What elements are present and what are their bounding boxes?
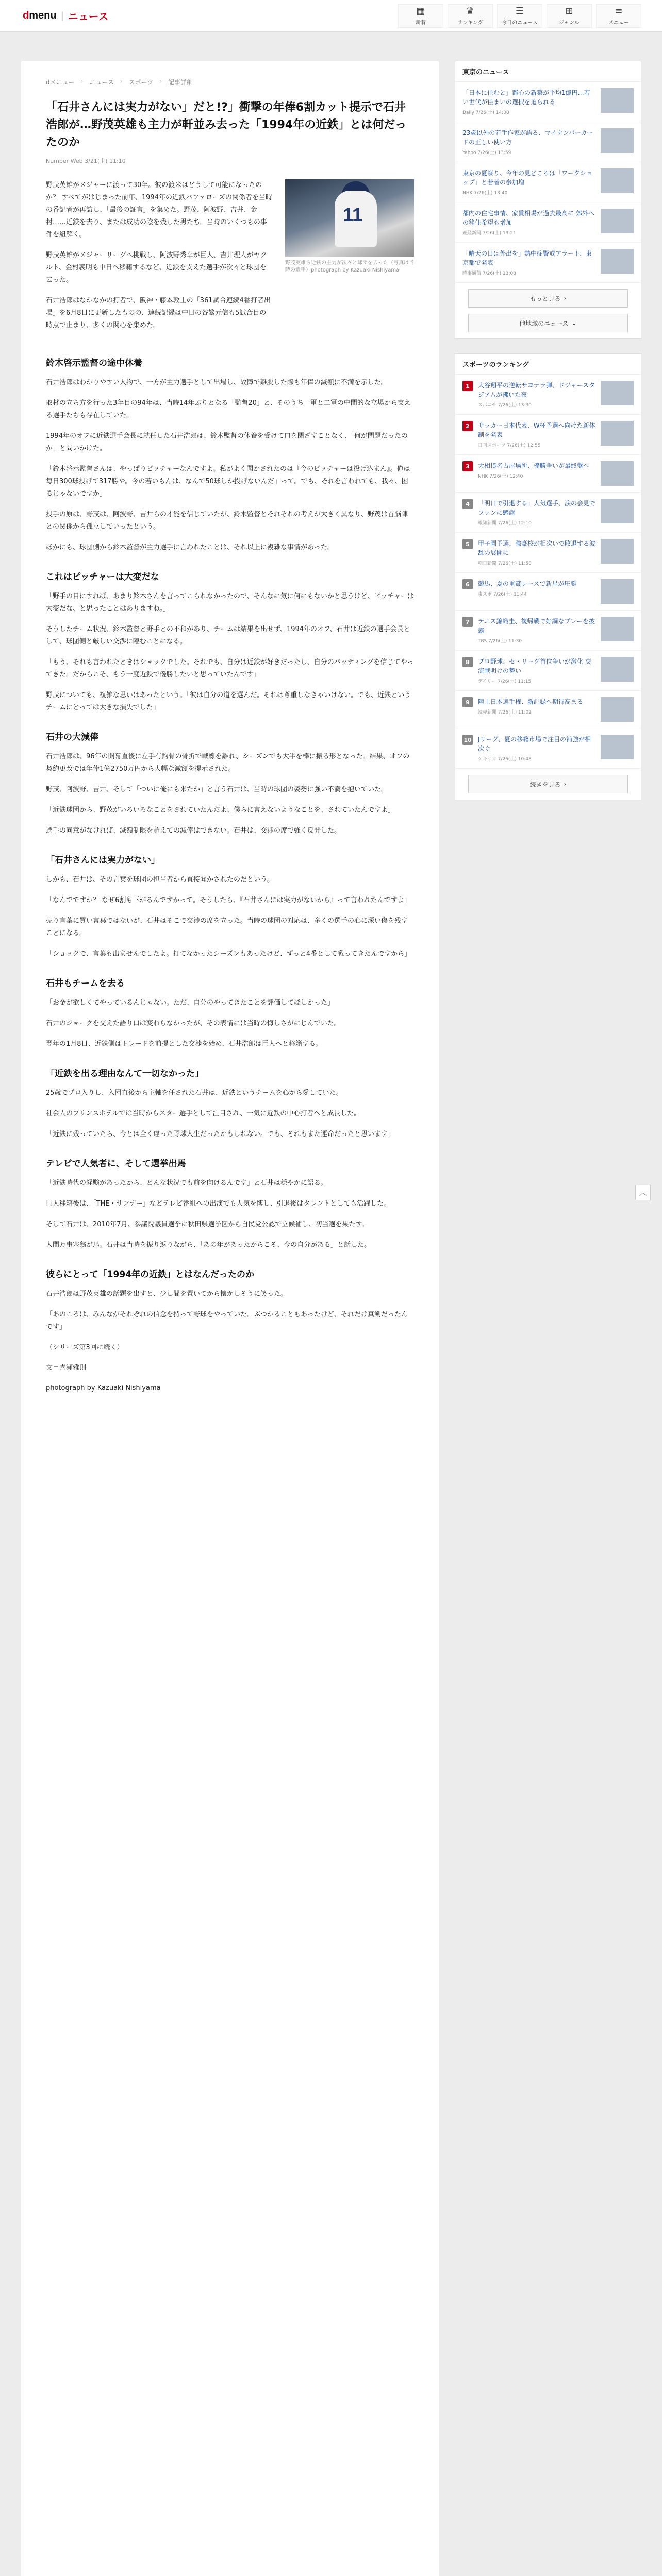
news-title[interactable]: 23歳以外の若手作家が語る、マイナンバーカードの正しい使い方: [462, 129, 593, 146]
ranking-heading: スポーツのランキング: [455, 354, 641, 375]
brand-divider: |: [60, 10, 64, 21]
article-paragraph: 翌年の1月8日、近鉄側はトレードを前提とした交渉を始め、石井浩郎は巨人へと移籍する。: [46, 1040, 323, 1048]
lead-text: [46, 179, 273, 340]
section-heading: 「近鉄を出る理由なんて一切なかった」: [46, 1069, 204, 1079]
news-thumbnail[interactable]: [601, 128, 634, 153]
news-title[interactable]: 都内の住宅事情、家賃相場が過去最高に 郊外への移住希望も増加: [462, 210, 594, 226]
ranking-meta: 報知新聞 7/26(土) 12:10: [478, 521, 532, 526]
article-paragraph: 売り言葉に買い言葉ではないが、石井はそこで交渉の席を立った。当時の球団の対応は、多くの選手の心に深い傷を残すことになる。: [46, 917, 408, 937]
sidebar: [455, 61, 641, 815]
nav-new[interactable]: ▦ 新着: [398, 4, 443, 28]
news-thumbnail[interactable]: [601, 88, 634, 113]
article-paragraph: 石井浩郎は、96年の開幕直後に左手有鉤骨の骨折で戦線を離れ、シーズンでも大半を棒に振る形となった。結果、オフの契約更改では年俸1億2750万円から大幅な減額を提示された。: [46, 753, 410, 773]
section-heading: 彼らにとって「1994年の近鉄」とはなんだったのか: [46, 1269, 254, 1280]
ranking-meta: TBS 7/26(土) 11:30: [478, 639, 522, 644]
list-item[interactable]: [455, 243, 641, 283]
news-meta: Yahoo 7/26(土) 13:59: [462, 150, 511, 156]
news-meta: 産経新聞 7/26(土) 13:21: [462, 231, 516, 236]
section-heading: 「石井さんには実力がない」: [46, 855, 160, 866]
nav-genre[interactable]: ⊞ ジャンル: [547, 4, 592, 28]
article-title: 「石井さんには実力がない」だと!?」衝撃の年俸6割カット提示で石井浩郎が…野茂英雄も主力が軒並み去った「1994年の近鉄」とは何だったのか: [46, 101, 407, 149]
article-paragraph: 巨人移籍後は、「THE・サンデー」などテレビ番組への出演でも人気を博し、引退後はタレントとしても活躍した。: [46, 1200, 391, 1208]
article-paragraph: 取材の立ち方を行った3年目の94年は、当時14年ぶりとなる「監督20」と、そのうち一軍と二軍の中間的な立場から支える選手たちも存在していた。: [46, 399, 411, 419]
article-paragraph: 「近鉄に残っていたら、今とは全く違った野球人生だったかもしれない。でも、それもまた運命だったと思います」: [46, 1130, 395, 1138]
news-thumbnail[interactable]: [601, 209, 634, 233]
article-paragraph: 「野手の目にすれば、あまり鈴木さんを言ってこられなかったので、そんなに気に何にもないかと思うけど、ピッチャーは大変だな、と思ったことはありますね。」: [46, 592, 414, 613]
nav-ranking[interactable]: ♛ ランキング: [448, 4, 493, 28]
ranking-thumbnail[interactable]: [601, 579, 634, 604]
article-paragraph: 野茂英雄がメジャーに渡って30年。彼の渡米はどうして可能になったのか？ すべてがはじまった前年、1994年の近鉄バファローズの関係者を当時の番記者が再訪し、「最後の証言」を集めた。野茂、阿波野、吉井、金村……近鉄を去り、または成功の陰を残した男たち。当時のいくつもの事件を紐解く。: [46, 181, 273, 239]
ranking-title[interactable]: 大谷翔平の逆転サヨナラ弾、ドジャースタジアムが沸いた夜: [478, 382, 595, 398]
section-heading: テレビで人気者に、そして選挙出馬: [46, 1159, 186, 1169]
article-paragraph: 投手の原は、野茂は、阿波野、吉井らの才能を信じていたが、鈴木監督とそれぞれの考えが大きく異なり、野茂は首脳陣との関係から孤立していったという。: [46, 511, 408, 531]
article-paragraph: 「もう、それも言われたときはショックでした。それでも、自分は近鉄が好きだったし、自分のバッティングを信じてやってきた。だからこそ、もう一度近鉄で優勝したいと思っていたんです」: [46, 658, 414, 679]
list-item[interactable]: [455, 162, 641, 202]
ranking-meta: ゲキサカ 7/26(土) 10:48: [478, 757, 532, 762]
article-paragraph: 「ショックで、言葉も出ませんでしたよ。打てなかったシーズンもあったけど、ずっと4番として戦ってきたんですから」: [46, 950, 411, 958]
breadcrumb-item[interactable]: dメニュー: [46, 79, 75, 86]
genre-icon: ⊞: [565, 6, 573, 16]
ranking-thumbnail[interactable]: [601, 657, 634, 682]
ranking-meta: NHK 7/26(土) 12:40: [478, 474, 523, 479]
ranking-thumbnail[interactable]: [601, 461, 634, 486]
ranking-item[interactable]: [455, 533, 641, 573]
ranking-title[interactable]: 陸上日本選手権、新記録へ期待高まる: [478, 698, 584, 705]
section-heading: 鈴木啓示監督の途中休養: [46, 358, 142, 368]
article-paragraph: 石井のジョークを交えた語り口は変わらなかったが、その表情には当時の悔しさがにじんでいた。: [46, 1020, 341, 1027]
global-header: [0, 0, 662, 32]
list-item[interactable]: [455, 122, 641, 162]
chevron-up-icon: ︿: [639, 1189, 647, 1197]
photo-caption: 野茂英雄ら近鉄の主力が次々と球団を去った（写真は当時の選手）photograph by Kazuaki Nishiyama: [285, 260, 414, 273]
local-news-heading: 東京のニュース: [455, 61, 641, 82]
photo-credit: photograph by Kazuaki Nishiyama: [46, 1384, 161, 1392]
article-paragraph: 「なんでですか？ なぜ6割も下がるんですかって。そうしたら、『石井さんには実力がないから』って言われたんですよ」: [46, 896, 411, 904]
ranking-meta: 東スポ 7/26(土) 11:44: [478, 592, 527, 597]
article-paragraph: 石井浩郎はわかりやすい人物で、一方が主力選手として出場し、故障で離脱した際も年俸の減額に不満を示した。: [46, 379, 388, 386]
rank-badge: 8: [462, 657, 473, 667]
chevron-right-icon: ›: [564, 781, 567, 788]
article-paragraph: 選手の同意がなければ、減額制限を超えての減俸はできない。石井は、交渉の席で強く反発した。: [46, 827, 341, 835]
ranking-thumbnail[interactable]: [601, 421, 634, 446]
article-paragraph: そうしたチーム状況、鈴木監督と野手との不和があり、チームは結果を出せず、1994年のオフ、石井は近鉄の選手会長として、球団側と厳しい交渉に臨むことになる。: [46, 625, 410, 646]
ranking-item[interactable]: [455, 493, 641, 533]
list-item[interactable]: [455, 82, 641, 122]
ranking-meta: スポニチ 7/26(土) 13:30: [478, 403, 532, 408]
ranking-item[interactable]: [455, 651, 641, 691]
ranking-title[interactable]: 競馬、夏の重賞レースで新星が圧勝: [478, 580, 577, 587]
rank-badge: 10: [462, 735, 473, 745]
ranking-thumbnail[interactable]: [601, 499, 634, 523]
article-paragraph: 社会人のプリンスホテルでは当時からスター選手として注目され、一気に近鉄の中心打者へと成長した。: [46, 1110, 361, 1117]
sports-ranking-card: [455, 353, 641, 800]
crown-icon: ♛: [466, 6, 475, 16]
rank-badge: 9: [462, 697, 473, 707]
nav-menu[interactable]: ≡ メニュー: [596, 4, 641, 28]
rank-badge: 6: [462, 579, 473, 589]
ranking-thumbnail[interactable]: [601, 735, 634, 759]
breadcrumb-item[interactable]: ニュース: [89, 79, 114, 86]
ranking-meta: デイリー 7/26(土) 11:15: [478, 679, 532, 684]
ranking-thumbnail[interactable]: [601, 539, 634, 564]
dmenu-logo[interactable]: dmenu: [23, 10, 57, 21]
article-paragraph: 「お金が欲しくてやっているんじゃない。ただ、自分のやってきたことを評価してほしかった」: [46, 999, 335, 1007]
news-meta: Daily 7/26(土) 14:00: [462, 110, 509, 115]
breadcrumb-item[interactable]: スポーツ: [128, 79, 154, 86]
section-heading: これはピッチャーは大変だな: [46, 572, 159, 582]
ranking-title[interactable]: Jリーグ、夏の移籍市場で注目の補強が相次ぐ: [478, 736, 591, 752]
ranking-thumbnail[interactable]: [601, 381, 634, 405]
breadcrumb-separator: ›: [80, 78, 84, 85]
news-meta: 時事通信 7/26(土) 13:08: [462, 271, 516, 276]
chevron-right-icon: ›: [564, 295, 567, 302]
news-title[interactable]: 東京の夏祭り、今年の見どころは「ワークショップ」と若者の参加増: [462, 170, 592, 186]
article-paragraph: そして石井は、2010年7月、参議院議員選挙に秋田県選挙区から自民党公認で立候補し、初当選を果たす。: [46, 1221, 369, 1228]
news-thumbnail[interactable]: [601, 249, 634, 274]
ranking-item[interactable]: [455, 611, 641, 651]
ranking-title[interactable]: テニス錦織圭、復帰戦で好調なプレーを披露: [478, 618, 595, 634]
rank-badge: 2: [462, 421, 473, 431]
breadcrumb: [46, 78, 414, 87]
news-title[interactable]: 「日本に住むと」都心の新築が平均1億円…若い世代が住まいの選択を迫られる: [462, 89, 590, 106]
article-paragraph: 人間万事塞翁が馬。石井は当時を振り返りながら、「あの年があったからこそ、今の自分がある」と話した。: [46, 1241, 371, 1249]
ranking-meta: 読売新聞 7/26(土) 11:02: [478, 710, 532, 715]
local-news-card: [455, 61, 641, 339]
article-paragraph: 野茂についても、複雑な思いはあったという。「彼は自分の道を選んだ。それは尊重しなきゃいけない。でも、近鉄というチームにとっては大きな損失でした」: [46, 691, 411, 711]
article-container: [21, 61, 439, 2576]
article-paragraph: ほかにも、球団側から鈴木監督が主力選手に言われたことは、それ以上に複雑な事情があった。: [46, 544, 334, 551]
ranking-item[interactable]: [455, 375, 641, 415]
ranking-thumbnail[interactable]: [601, 697, 634, 722]
author-credit: 文＝喜瀬雅則: [46, 1364, 87, 1372]
ranking-title[interactable]: 甲子園予選、強豪校が相次いで敗退する波乱の展開に: [478, 540, 596, 556]
article-paragraph: 「あのころは、みんながそれぞれの信念を持って野球をやっていた。ぶつかることもあったけど、それだけ真剣だったんです」: [46, 1311, 408, 1331]
article-lead: [46, 179, 414, 340]
ranking-meta: 朝日新聞 7/26(土) 11:58: [478, 561, 532, 566]
rank-badge: 7: [462, 617, 473, 627]
article-date: Number Web 3/21(土) 11:10: [46, 158, 126, 164]
article-paragraph: （シリーズ第3回に続く）: [46, 1344, 124, 1351]
header-nav: [398, 4, 641, 28]
more-button[interactable]: もっと見る ›: [468, 289, 628, 308]
ranking-title[interactable]: 「明日で引退する」人気選手、涙の会見でファンに感謝: [478, 500, 596, 516]
article-paragraph: 「近鉄球団から、野茂がいろいろなことをされていたんだよ、僕らに言えないようなことを、されていたんですよ」: [46, 806, 395, 814]
list-item[interactable]: [455, 202, 641, 243]
ranking-item[interactable]: [455, 728, 641, 769]
section-title[interactable]: ニュース: [68, 11, 109, 23]
nav-today[interactable]: ☰ 今日のニュース: [497, 4, 542, 28]
article-paragraph: 「近鉄時代の経験があったから、どんな状況でも前を向けるんです」と石井は穏やかに語る。: [46, 1179, 327, 1187]
rank-badge: 4: [462, 499, 473, 509]
rank-badge: 5: [462, 539, 473, 549]
news-meta: NHK 7/26(土) 13:40: [462, 191, 508, 196]
article-paragraph: 石井浩郎はなかなかの打者で、阪神・藤本敦士の「361試合連続4番打者出場」を6月8日に更新したものの、連続記録は中日の谷繁元信も5試合目の時点で止まり、多くの関心を集めた。: [46, 297, 271, 329]
section-heading: 石井の大減俸: [46, 732, 98, 742]
ranking-item[interactable]: [455, 573, 641, 611]
rank-badge: 1: [462, 381, 473, 391]
article-paragraph: 石井浩郎は野茂英雄の話題を出すと、少し間を置いてから懐かしそうに笑った。: [46, 1290, 288, 1298]
brand[interactable]: [0, 8, 109, 23]
breadcrumb-separator: ›: [120, 78, 123, 85]
breadcrumb-current: 記事詳細: [168, 79, 193, 86]
ranking-item[interactable]: [455, 691, 641, 728]
article-paragraph: 「鈴木啓示監督さんは、やっぱりピッチャーなんですよ。私がよく聞かされたのは『今のピッチャーは投げ込まん』。俺は毎日300球投げて317勝や。今の若いもんは、なんで50球しか投げないんだ」って。でも、それを言われても、我々、困るじゃないですか」: [46, 465, 410, 498]
ranking-more-button[interactable]: 続きを見る ›: [468, 775, 628, 793]
ranking-title[interactable]: サッカー日本代表、W杯予選へ向けた新体制を発表: [478, 422, 595, 438]
other-region-button[interactable]: 他地域のニュース ⌄: [468, 314, 628, 332]
ranking-title[interactable]: プロ野球、セ・リーグ首位争いが激化 交流戦明けの勢い: [478, 658, 591, 674]
chevron-down-icon: ⌄: [571, 319, 577, 327]
ranking-item[interactable]: [455, 455, 641, 493]
ranking-thumbnail[interactable]: [601, 617, 634, 641]
list-icon: ☰: [515, 6, 524, 16]
article-paragraph: 野茂、阿波野、吉井、そして「ついに俺にも来たか」と言う石井は、当時の球団の姿勢に強い不満を抱いていた。: [46, 786, 388, 793]
section-heading: 石井もチームを去る: [46, 978, 125, 989]
article-paragraph: 25歳でプロ入りし、入団直後から主軸を任された石井は、近鉄というチームを心から愛していた。: [46, 1089, 343, 1097]
jersey-number: 11: [343, 204, 363, 225]
menu-icon: ≡: [615, 6, 623, 16]
article-photo-box: [285, 179, 414, 340]
article-photo[interactable]: [285, 179, 414, 257]
ranking-title[interactable]: 大相撲名古屋場所、優勝争いが最終盤へ: [478, 462, 590, 469]
breadcrumb-separator: ›: [159, 78, 162, 85]
grid-icon: ▦: [416, 6, 425, 16]
article-paragraph: 1994年のオフに近鉄選手会長に就任した石井浩郎は、鈴木監督の休養を受けて口を閉ざすことなく、「何が問題だったのか」と問いかけた。: [46, 432, 408, 452]
article-paragraph: しかも、石井は、その言葉を球団の担当者から直接聞かされたのだという。: [46, 876, 274, 884]
news-title[interactable]: 「晴天の日は外出を」熱中症警戒アラート、東京都で発表: [462, 250, 592, 266]
ranking-item[interactable]: [455, 415, 641, 455]
back-to-top-button[interactable]: [635, 1185, 651, 1200]
article-paragraph: 野茂英雄がメジャーリーグへ挑戦し、阿波野秀幸が巨人、吉井理人がヤクルト、金村義明も中日へ移籍するなど、近鉄を支えた選手が次々と球団を去った。: [46, 251, 267, 284]
news-thumbnail[interactable]: [601, 168, 634, 193]
rank-badge: 3: [462, 461, 473, 471]
ranking-meta: 日刊スポーツ 7/26(土) 12:55: [478, 443, 541, 448]
